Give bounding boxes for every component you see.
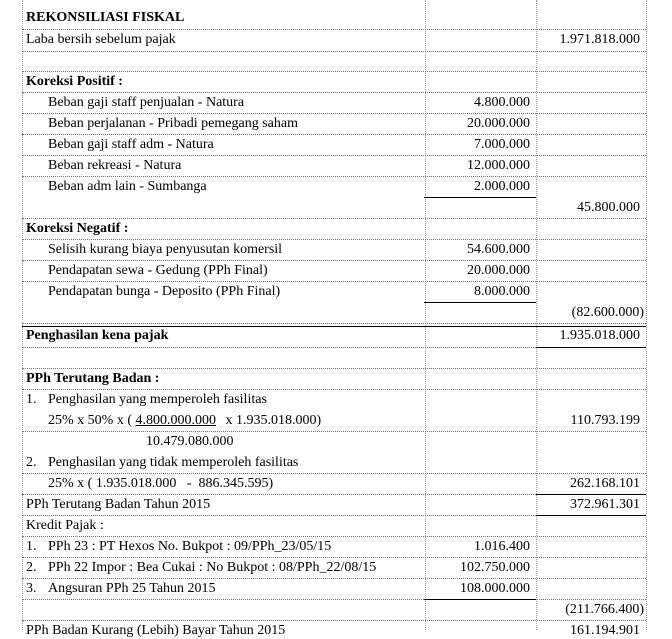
pph-item1-value: 110.793.199 (570, 413, 640, 428)
grid-row-line (22, 239, 646, 240)
pph-header: PPh Terutang Badan : (26, 371, 160, 386)
total-rule (536, 347, 646, 348)
grid-row-line (22, 155, 646, 156)
section-rule (22, 326, 646, 327)
formula-multiplier: x 1.935.018.000) (225, 413, 322, 428)
formula-prefix: 25% x 50% x ( (48, 413, 132, 428)
kredit-item-number: 3. (26, 581, 37, 596)
kredit-item-value: 1.016.400 (474, 539, 530, 554)
subtotal-rule (424, 302, 536, 303)
koreksi-positif-header: Koreksi Positif : (26, 74, 123, 89)
koreksi-positif-total: 45.800.000 (577, 200, 640, 215)
negatif-item-value: 54.600.000 (467, 242, 530, 257)
pph-total-value: 372.961.301 (570, 497, 640, 512)
grid-row-line (22, 473, 646, 474)
subtotal-rule (424, 197, 536, 198)
pph-item2-label: Penghasilan yang tidak memperoleh fasilitas (48, 455, 299, 470)
laba-value: 1.971.818.000 (559, 32, 640, 47)
pph-item1-formula (48, 413, 321, 429)
kredit-item-number: 1. (26, 539, 37, 554)
grid-row-line (22, 323, 646, 324)
grid-column-line (646, 0, 647, 630)
grid-row-line (22, 260, 646, 261)
last-row-value: 161.194.901 (570, 623, 640, 638)
total-rule (536, 515, 646, 516)
positif-item-label: Beban rekreasi - Natura (48, 158, 182, 173)
grid-row-line (22, 51, 646, 52)
grid-row-line (22, 557, 646, 558)
grid-row-line (22, 431, 646, 432)
positif-item-label: Beban perjalanan - Pribadi pemegang saham (48, 116, 298, 131)
grid-row-line (22, 536, 646, 537)
pph-item2-formula: 25% x ( 1.935.018.000 - 886.345.595) (48, 476, 274, 491)
positif-item-value: 4.800.000 (474, 95, 530, 110)
formula-numerator: 4.800.000.000 (135, 413, 216, 428)
pph-item1-number: 1. (26, 392, 37, 407)
grid-row-line (22, 29, 646, 30)
grid-row-line (22, 113, 646, 114)
pkp-value: 1.935.018.000 (559, 328, 640, 343)
last-row-label: PPh Badan Kurang (Lebih) Bayar Tahun 2015 (26, 623, 286, 638)
pph-item1-label: Penghasilan yang memperoleh fasilitas (48, 392, 267, 407)
positif-item-value: 2.000.000 (474, 179, 530, 194)
negatif-item-value: 20.000.000 (467, 263, 530, 278)
total-rule (536, 494, 646, 495)
grid-row-line (22, 620, 646, 621)
kredit-item-label: PPh 23 : PT Hexos No. Bukpot : 09/PPh_23/05/15 (48, 539, 332, 554)
pkp-label: Penghasilan kena pajak (26, 328, 169, 343)
grid-row-line (22, 389, 646, 390)
kredit-header: Kredit Pajak : (26, 518, 104, 533)
pph-total-label: PPh Terutang Badan Tahun 2015 (26, 497, 211, 512)
kredit-item-value: 102.750.000 (460, 560, 530, 575)
negatif-item-label: Pendapatan sewa - Gedung (PPh Final) (48, 263, 268, 278)
grid-row-line (22, 92, 646, 93)
kredit-item-label: Angsuran PPh 25 Tahun 2015 (48, 581, 216, 596)
pph-item2-value: 262.168.101 (570, 476, 640, 491)
subtotal-rule (424, 599, 536, 600)
kredit-item-label: PPh 22 Impor : Bea Cukai : No Bukpot : 08/PPh_22/08/15 (48, 560, 377, 575)
negatif-item-label: Pendapatan bunga - Deposito (PPh Final) (48, 284, 281, 299)
formula-denominator: 10.479.080.000 (146, 434, 234, 449)
grid-row-line (22, 599, 646, 600)
pph-item2-number: 2. (26, 455, 37, 470)
sheet-title: REKONSILIASI FISKAL (26, 10, 185, 25)
kredit-item-number: 2. (26, 560, 37, 575)
positif-item-value: 7.000.000 (474, 137, 530, 152)
koreksi-negatif-header: Koreksi Negatif : (26, 221, 129, 236)
grid-row-line (22, 218, 646, 219)
grid-row-line (22, 176, 646, 177)
positif-item-value: 12.000.000 (467, 158, 530, 173)
kredit-item-value: 108.000.000 (460, 581, 530, 596)
positif-item-label: Beban gaji staff adm - Natura (48, 137, 214, 152)
laba-label: Laba bersih sebelum pajak (26, 32, 176, 47)
negatif-item-value: 8.000.000 (474, 284, 530, 299)
kredit-total: (211.766.400) (565, 602, 644, 617)
positif-item-label: Beban adm lain - Sumbanga (48, 179, 207, 194)
negatif-item-label: Selisih kurang biaya penyusutan komersil (48, 242, 283, 257)
positif-item-value: 20.000.000 (467, 116, 530, 131)
positif-item-label: Beban gaji staff penjualan - Natura (48, 95, 245, 110)
grid-row-line (22, 578, 646, 579)
grid-row-line (22, 368, 646, 369)
grid-row-line (22, 134, 646, 135)
grid-row-line (22, 281, 646, 282)
koreksi-negatif-total: (82.600.000) (571, 305, 644, 320)
grid-row-line (22, 71, 646, 72)
